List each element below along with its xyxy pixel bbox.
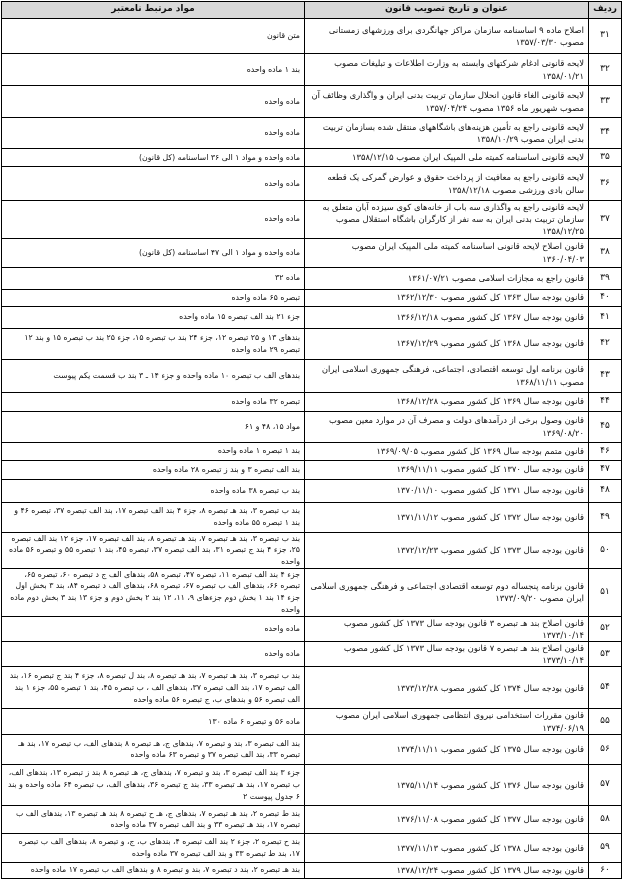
invalid-articles: بند ح تبصره ۲، جزء ۲ بند الف تبصره ۴، بندهای ب، ج، و تبصره ۸، بندهای الف ب تبصره ۱۷، بند ط تبصره ۳۳ و بند الف تبصره ۳۷ ماده واحده <box>2 833 305 862</box>
invalid-articles: ماده واحده <box>2 86 305 118</box>
row-number: ۳۴ <box>589 118 622 149</box>
table-row <box>2 862 622 878</box>
invalid-articles: مواد ۱۵، ۴۸ و ۶۱ <box>2 411 305 442</box>
header-row-number: ردیف <box>589 2 622 19</box>
row-number: ۶۰ <box>589 862 622 878</box>
row-number: ۴۱ <box>589 306 622 328</box>
laws-table <box>1 1 622 879</box>
row-number: ۴۰ <box>589 289 622 306</box>
table-row <box>2 359 622 392</box>
header-invalid-articles: مواد مرتبط نامعتبر <box>2 2 305 19</box>
table-row <box>2 306 622 328</box>
table-row <box>2 764 622 805</box>
law-title: قانون برنامه پنجساله دوم توسعه اقتصادی اجتماعی و فرهنگی جمهوری اسلامی ایران مصوب ۱۳۷۳/۰۹/۲۰ <box>305 568 589 616</box>
row-number: ۴۴ <box>589 392 622 411</box>
table-row <box>2 833 622 862</box>
invalid-articles: بند هـ تبصره ۲، بند د تبصره ۷، بند و تبصره ۸ و بندهای الف ب تبصره ۱۷ ماده واحده <box>2 862 305 878</box>
row-number: ۴۲ <box>589 328 622 359</box>
law-title: قانون بودجه سال ۱۳۷۴ کل کشور مصوب ۱۳۷۳/۱۲/۲۸ <box>305 667 589 709</box>
law-title: قانون وصول برخی از درآمدهای دولت و مصرف آن در موارد معین مصوب ۱۳۶۹/۰۸/۲۰ <box>305 411 589 442</box>
row-number: ۵۴ <box>589 667 622 709</box>
law-title: قانون بودجه سال ۱۳۶۹ کل کشور مصوب ۱۳۶۸/۱۲/۲۸ <box>305 392 589 411</box>
invalid-articles: بند ۱ ماده واحده <box>2 54 305 86</box>
row-number: ۵۹ <box>589 833 622 862</box>
table-row <box>2 734 622 764</box>
law-title: لایحه قانونی ادغام شرکتهای وابسته به وزارت اطلاعات و تبلیغات مصوب ۱۳۵۸/۰۱/۲۱ <box>305 54 589 86</box>
table-row <box>2 667 622 709</box>
law-title: قانون بودجه سال ۱۳۷۰ کل کشور مصوب ۱۳۶۹/۱۱/۱۱ <box>305 460 589 479</box>
row-number: ۵۰ <box>589 532 622 568</box>
row-number: ۴۵ <box>589 411 622 442</box>
row-number: ۴۷ <box>589 460 622 479</box>
row-number: ۳۶ <box>589 167 622 201</box>
table-row <box>2 502 622 532</box>
invalid-articles: جزء ۳ بند الف تبصره ۳، بند و تبصره ۷، بندهای ج، هـ تبصره ۸ بند ز تبصره ۱۳، بندهای الف، ب تبصره ۱۷، بند هـ تبصره ۳۳، بند ج تبصره ۳۶، بندهای الف، ب تبصره ۶۴ ماده واحده و بند ۶ جدول پیوست ۲ <box>2 764 305 805</box>
law-title: قانون بودجه سال ۱۳۶۷ کل کشور مصوب ۱۳۶۶/۱۲/۱۸ <box>305 306 589 328</box>
law-title: اصلاح ماده ۹ اساسنامه سازمان مراکز جهانگردی برای ورزشهای زمستانی مصوب ۱۳۵۷/۰۳/۳۰ <box>305 19 589 54</box>
table-row <box>2 118 622 149</box>
row-number: ۳۵ <box>589 149 622 167</box>
table-row <box>2 201 622 239</box>
row-number: ۵۷ <box>589 764 622 805</box>
table-row <box>2 289 622 306</box>
row-number: ۳۸ <box>589 238 622 267</box>
law-title: قانون بودجه سال ۱۳۷۳ کل کشور مصوب ۱۳۷۲/۱۲/۲۳ <box>305 532 589 568</box>
invalid-articles: ماده واحده <box>2 616 305 641</box>
law-title: قانون بودجه سال ۱۳۷۱ کل کشور مصوب ۱۳۷۰/۱۱/۱۰ <box>305 479 589 502</box>
row-number: ۵۳ <box>589 642 622 667</box>
table-row <box>2 149 622 167</box>
law-title: قانون متمم بودجه سال ۱۳۶۹ کل کشور مصوب ۱۳۶۹/۰۹/۰۵ <box>305 442 589 460</box>
invalid-articles: تبصره ۳۲ ماده واحده <box>2 392 305 411</box>
table-row <box>2 392 622 411</box>
row-number: ۳۳ <box>589 86 622 118</box>
table-row <box>2 460 622 479</box>
invalid-articles: ماده واحده <box>2 118 305 149</box>
law-title: قانون اصلاح لایحه قانونی اساسنامه کمیته ملی المپیک ایران مصوب ۱۳۶۰/۰۴/۰۳ <box>305 238 589 267</box>
law-title: قانون بودجه سال ۱۳۶۳ کل کشور مصوب ۱۳۶۲/۱۲/۳۰ <box>305 289 589 306</box>
law-title: لایحه قانونی راجع به تأمین هزینه‌های باشگاههای منتقل شده بسازمان تربیت بدنی ایران مصوب ۱۳۵۸/۱۰/۲۹ <box>305 118 589 149</box>
table-header-row <box>2 2 622 19</box>
invalid-articles: ماده ۳۲ <box>2 267 305 289</box>
invalid-articles: بند الف تبصره ۳، بند و تبصره ۷، بندهای ج، هـ تبصره ۸ بندهای الف، ب تبصره ۱۷، بند هـ تبصره ۳۳، بند الف تبصره ۳۷ و تبصره ۶۳ ماده واحده <box>2 734 305 764</box>
invalid-articles: جزء ۴ بند الف تبصره ۱۱، تبصره ۴۷، تبصره ۵۸، بندهای الف ج د تبصره ۶۰، تبصره ۶۵، تبصره ۶۶، بندهای الف ب تبصره ۶۷، تبصره ۶۸، بندهای الف د تبصره ۸۴، بند ۳ بخش اول جزء ۱۴ بند ۱ بخش دوم جزءهای ۹، ۱۱، ۱۲ بند ۲ بخش دوم و جزء ۱۳ بند ۳ بخش دوم ماده واحده <box>2 568 305 616</box>
law-title: قانون بودجه سال ۱۳۷۸ کل کشور مصوب ۱۳۷۷/۱۱/۱۳ <box>305 833 589 862</box>
law-title: قانون اصلاح بند هـ تبصره ۳ قانون بودجه سال ۱۳۷۳ کل کشور مصوب ۱۳۷۳/۱۰/۱۴ <box>305 616 589 641</box>
law-title: لایحه قانونی راجع به واگذاری سه باب از خانه‌های کوی سیزده آبان متعلق به سازمان تربیت بدنی ایران به سه نفر از کارگران باشگاه استقلال مصوب ۱۳۵۸/۱۲/۲۵ <box>305 201 589 239</box>
table-row <box>2 642 622 667</box>
law-title: قانون بودجه سال ۱۳۷۵ کل کشور مصوب ۱۳۷۴/۱۱/۱۱ <box>305 734 589 764</box>
row-number: ۴۸ <box>589 479 622 502</box>
invalid-articles: ماده واحده و مواد ۱ الی ۳۶ اساسنامه (کل قانون) <box>2 149 305 167</box>
table-row <box>2 805 622 833</box>
law-title: قانون مقررات استخدامی نیروی انتظامی جمهوری اسلامی ایران مصوب ۱۳۷۴/۰۶/۱۹ <box>305 709 589 734</box>
invalid-articles: ماده واحده و مواد ۱ الی ۴۷ اساسنامه (کل قانون) <box>2 238 305 267</box>
invalid-articles: بند ب تبصره ۳، بند هـ تبصره ۷، بند هـ تبصره ۸، بند ل تبصره ۸، جزء ۴ بند ج تبصره ۱۶، بند الف تبصره ۱۷، بند الف تبصره ۳۷، بندهای الف ، ب تبصره ۴۵، بند ۱ تبصره ۵۵، جزء ۱ بند الف تبصره ۵۶ و بندهای ب، ج تبصره ۵۶ ماده واحده <box>2 667 305 709</box>
row-number: ۵۸ <box>589 805 622 833</box>
invalid-articles: متن قانون <box>2 19 305 54</box>
invalid-articles: بند ب تبصره ۳۸ ماده واحده <box>2 479 305 502</box>
law-title: قانون اصلاح بند هـ تبصره ۷ قانون بودجه سال ۱۳۷۳ کل کشور مصوب ۱۳۷۳/۱۰/۱۴ <box>305 642 589 667</box>
table-row <box>2 267 622 289</box>
row-number: ۵۵ <box>589 709 622 734</box>
invalid-articles: ماده ۵۶ و تبصره ۶ ماده ۱۳۰ <box>2 709 305 734</box>
invalid-articles: بند ۱ تبصره ۱ ماده واحده <box>2 442 305 460</box>
invalid-articles: ماده واحده <box>2 167 305 201</box>
header-law-title: عنوان و تاریخ تصویب قانون <box>305 2 589 19</box>
invalid-articles: بندهای ۱۳ و ۲۵ تبصره ۱۲، جزء ۲۴ بند ب تبصره ۱۵، جزء ۲۵ بند ب تبصره ۱۵ و بند ۱۲ تبصره ۲۹ ماده واحده <box>2 328 305 359</box>
row-number: ۴۹ <box>589 502 622 532</box>
invalid-articles: جزء ۲۱ بند الف تبصره ۱۵ ماده واحده <box>2 306 305 328</box>
table-row <box>2 238 622 267</box>
invalid-articles: بند ب تبصره ۳، بند هـ تبصره ۸، جزء ۴ بند الف تبصره ۱۷، بند الف تبصره ۳۷، تبصره ۴۶ و بند ۱ تبصره ۵۵ ماده واحده <box>2 502 305 532</box>
table-row <box>2 411 622 442</box>
table-row <box>2 616 622 641</box>
law-title: قانون بودجه سال ۱۳۷۲ کل کشور مصوب ۱۳۷۱/۱۱/۱۲ <box>305 502 589 532</box>
law-title: قانون بودجه سال ۱۳۶۸ کل کشور مصوب ۱۳۶۷/۱۲/۲۹ <box>305 328 589 359</box>
row-number: ۳۱ <box>589 19 622 54</box>
law-title: قانون بودجه سال ۱۳۷۶ کل کشور مصوب ۱۳۷۵/۱۱/۱۴ <box>305 764 589 805</box>
table-row <box>2 167 622 201</box>
invalid-articles: بند ب تبصره ۳، بند هـ تبصره ۷، بند هـ تبصره ۸، بند الف تبصره ۱۷، جزء ۱۲ بند الف تبصره ۲۵، جزء ۴ بند ج تبصره ۳۱، بند الف تبصره ۳۷، تبصره ۴۵، بند ۱ تبصره ۵۵ و تبصره ۵۶ ماده واحده <box>2 532 305 568</box>
invalid-articles: ماده واحده <box>2 201 305 239</box>
table-row <box>2 479 622 502</box>
row-number: ۴۶ <box>589 442 622 460</box>
row-number: ۴۳ <box>589 359 622 392</box>
table-row <box>2 568 622 616</box>
row-number: ۵۶ <box>589 734 622 764</box>
table-row <box>2 328 622 359</box>
row-number: ۳۹ <box>589 267 622 289</box>
row-number: ۵۱ <box>589 568 622 616</box>
invalid-articles: بند ط تبصره ۲، بند هـ تبصره ۷، بندهای ج، هـ ح تبصره ۸ بند هـ تبصره ۱۳، بندهای الف ب تبصره ۱۷، بند هـ تبصره ۳۳ و بند الف تبصره ۳۷ ماده واحده <box>2 805 305 833</box>
invalid-articles: بند الف تبصره ۳ و بند ز تبصره ۲۸ ماده واحده <box>2 460 305 479</box>
invalid-articles: تبصره ۶۵ ماده واحده <box>2 289 305 306</box>
table-row <box>2 442 622 460</box>
row-number: ۳۲ <box>589 54 622 86</box>
law-title: قانون برنامه اول توسعه اقتصادی، اجتماعی، فرهنگی جمهوری اسلامی ایران مصوب ۱۳۶۸/۱۱/۱۱ <box>305 359 589 392</box>
table-row <box>2 532 622 568</box>
law-title: لایحه قانونی الغاء قانون انحلال سازمان تربیت بدنی ایران و واگذاری وظائف آن مصوب شهریور ماه ۱۳۵۶ مصوب ۱۳۵۷/۰۴/۲۴ <box>305 86 589 118</box>
law-title: لایحه قانونی اساسنامه کمیته ملی المپیک ایران مصوب ۱۳۵۸/۱۲/۱۵ <box>305 149 589 167</box>
law-title: قانون بودجه سال ۱۳۷۹ کل کشور مصوب ۱۳۷۸/۱۲/۲۴ <box>305 862 589 878</box>
table-row <box>2 86 622 118</box>
law-title: قانون بودجه سال ۱۳۷۷ کل کشور مصوب ۱۳۷۶/۱۱/۰۸ <box>305 805 589 833</box>
invalid-articles: ماده واحده <box>2 642 305 667</box>
table-row <box>2 19 622 54</box>
law-title: قانون راجع به مجازات اسلامی مصوب ۱۳۶۱/۰۷/۲۱ <box>305 267 589 289</box>
row-number: ۵۲ <box>589 616 622 641</box>
table-row <box>2 54 622 86</box>
law-title: لایحه قانونی راجع به معافیت از پرداخت حقوق و عوارض گمرکی یک قطعه سالن بادی ورزشی مصوب ۱۳۵۸/۱۲/۱۸ <box>305 167 589 201</box>
table-row <box>2 709 622 734</box>
row-number: ۳۷ <box>589 201 622 239</box>
invalid-articles: بندهای الف ب تبصره ۱۰ ماده واحده و جزء ۱۴ ـ ۳ بند ب قسمت یکم پیوست <box>2 359 305 392</box>
